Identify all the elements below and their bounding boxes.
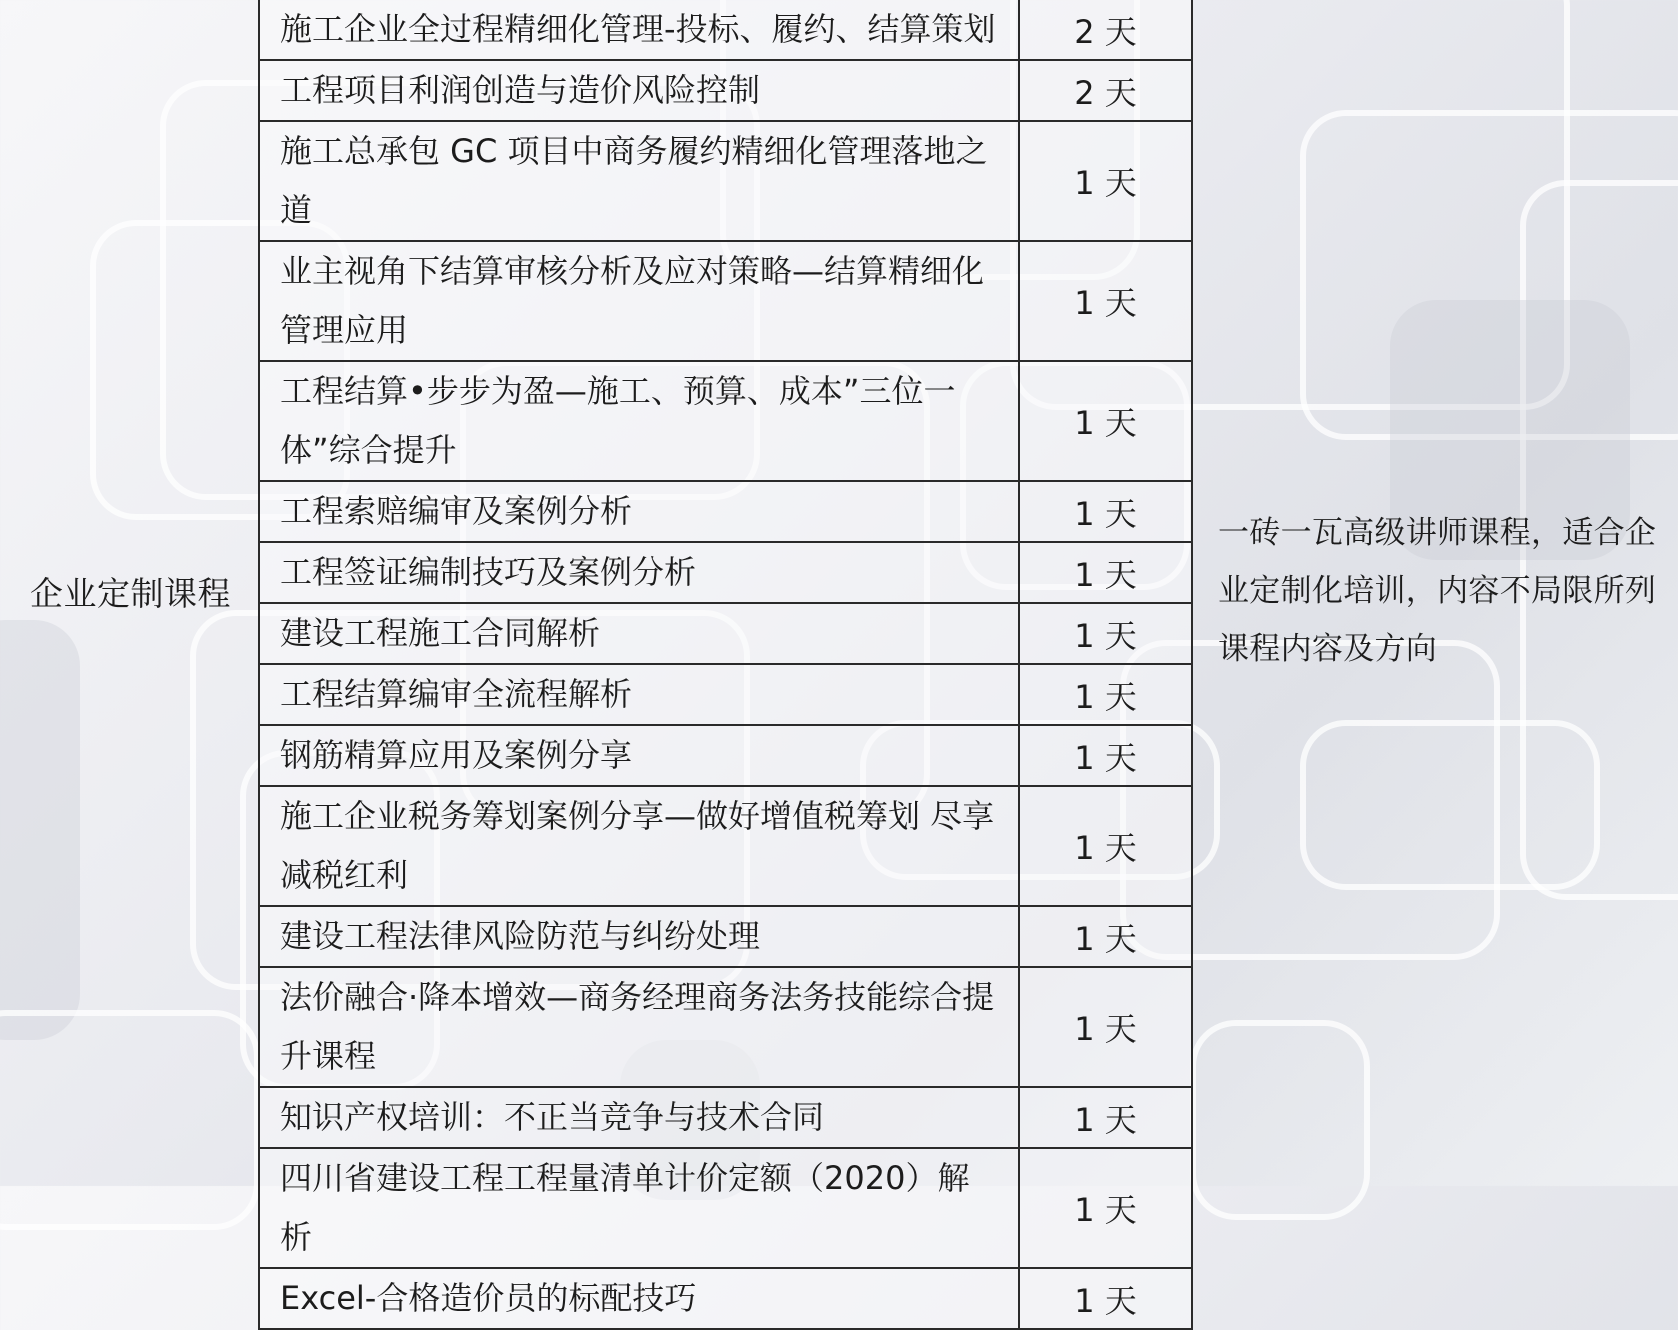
course-duration: 1 天: [1019, 481, 1192, 542]
table-row: [259, 481, 1192, 542]
table-row: [259, 603, 1192, 664]
course-name: 工程结算•步步为盈—施工、预算、成本”三位一体”综合提升: [259, 361, 1019, 481]
table-row: [259, 967, 1192, 1087]
course-name: 四川省建设工程工程量清单计价定额（2020）解析: [259, 1148, 1019, 1268]
course-duration: 1 天: [1019, 967, 1192, 1087]
course-name: 建设工程法律风险防范与纠纷处理: [259, 906, 1019, 967]
course-duration: 1 天: [1019, 603, 1192, 664]
table-row: [259, 121, 1192, 241]
table-row: [259, 725, 1192, 786]
course-duration: 1 天: [1019, 786, 1192, 906]
course-name: 工程签证编制技巧及案例分析: [259, 542, 1019, 603]
course-duration: 1 天: [1019, 542, 1192, 603]
table-row: [259, 1148, 1192, 1268]
course-name: 工程索赔编审及案例分析: [259, 481, 1019, 542]
course-name: 施工企业全过程精细化管理-投标、履约、结算策划: [259, 0, 1019, 60]
course-name: 业主视角下结算审核分析及应对策略—结算精细化管理应用: [259, 241, 1019, 361]
table-row: [259, 0, 1192, 60]
table-row: [259, 1268, 1192, 1329]
table-row: [259, 361, 1192, 481]
course-name: 知识产权培训：不正当竞争与技术合同: [259, 1087, 1019, 1148]
table-row: [259, 60, 1192, 121]
course-duration: 1 天: [1019, 241, 1192, 361]
course-name: Excel-合格造价员的标配技巧: [259, 1268, 1019, 1329]
course-table: [258, 0, 1193, 1330]
remark-text: 一砖一瓦高级讲师课程，适合企业定制化培训，内容不局限所列课程内容及方向: [1218, 515, 1657, 667]
table-row: [259, 664, 1192, 725]
course-duration: 2 天: [1019, 0, 1192, 60]
course-duration: 1 天: [1019, 725, 1192, 786]
course-name: 施工企业税务筹划案例分享—做好增值税筹划 尽享减税红利: [259, 786, 1019, 906]
course-name: 工程项目利润创造与造价风险控制: [259, 60, 1019, 121]
course-duration: 1 天: [1019, 1148, 1192, 1268]
table-row: [259, 1087, 1192, 1148]
course-duration: 1 天: [1019, 361, 1192, 481]
course-duration: 1 天: [1019, 906, 1192, 967]
course-duration: 2 天: [1019, 60, 1192, 121]
course-name: 施工总承包 GC 项目中商务履约精细化管理落地之道: [259, 121, 1019, 241]
course-duration: 1 天: [1019, 664, 1192, 725]
course-duration: 1 天: [1019, 1268, 1192, 1329]
table-row: [259, 241, 1192, 361]
table-row: [259, 906, 1192, 967]
course-name: 法价融合·降本增效—商务经理商务法务技能综合提升课程: [259, 967, 1019, 1087]
table-row: [259, 786, 1192, 906]
course-name: 建设工程施工合同解析: [259, 603, 1019, 664]
course-duration: 1 天: [1019, 1087, 1192, 1148]
category-label: 企业定制课程: [30, 574, 231, 613]
table-row: [259, 542, 1192, 603]
course-name: 钢筋精算应用及案例分享: [259, 725, 1019, 786]
course-duration: 1 天: [1019, 121, 1192, 241]
course-name: 工程结算编审全流程解析: [259, 664, 1019, 725]
